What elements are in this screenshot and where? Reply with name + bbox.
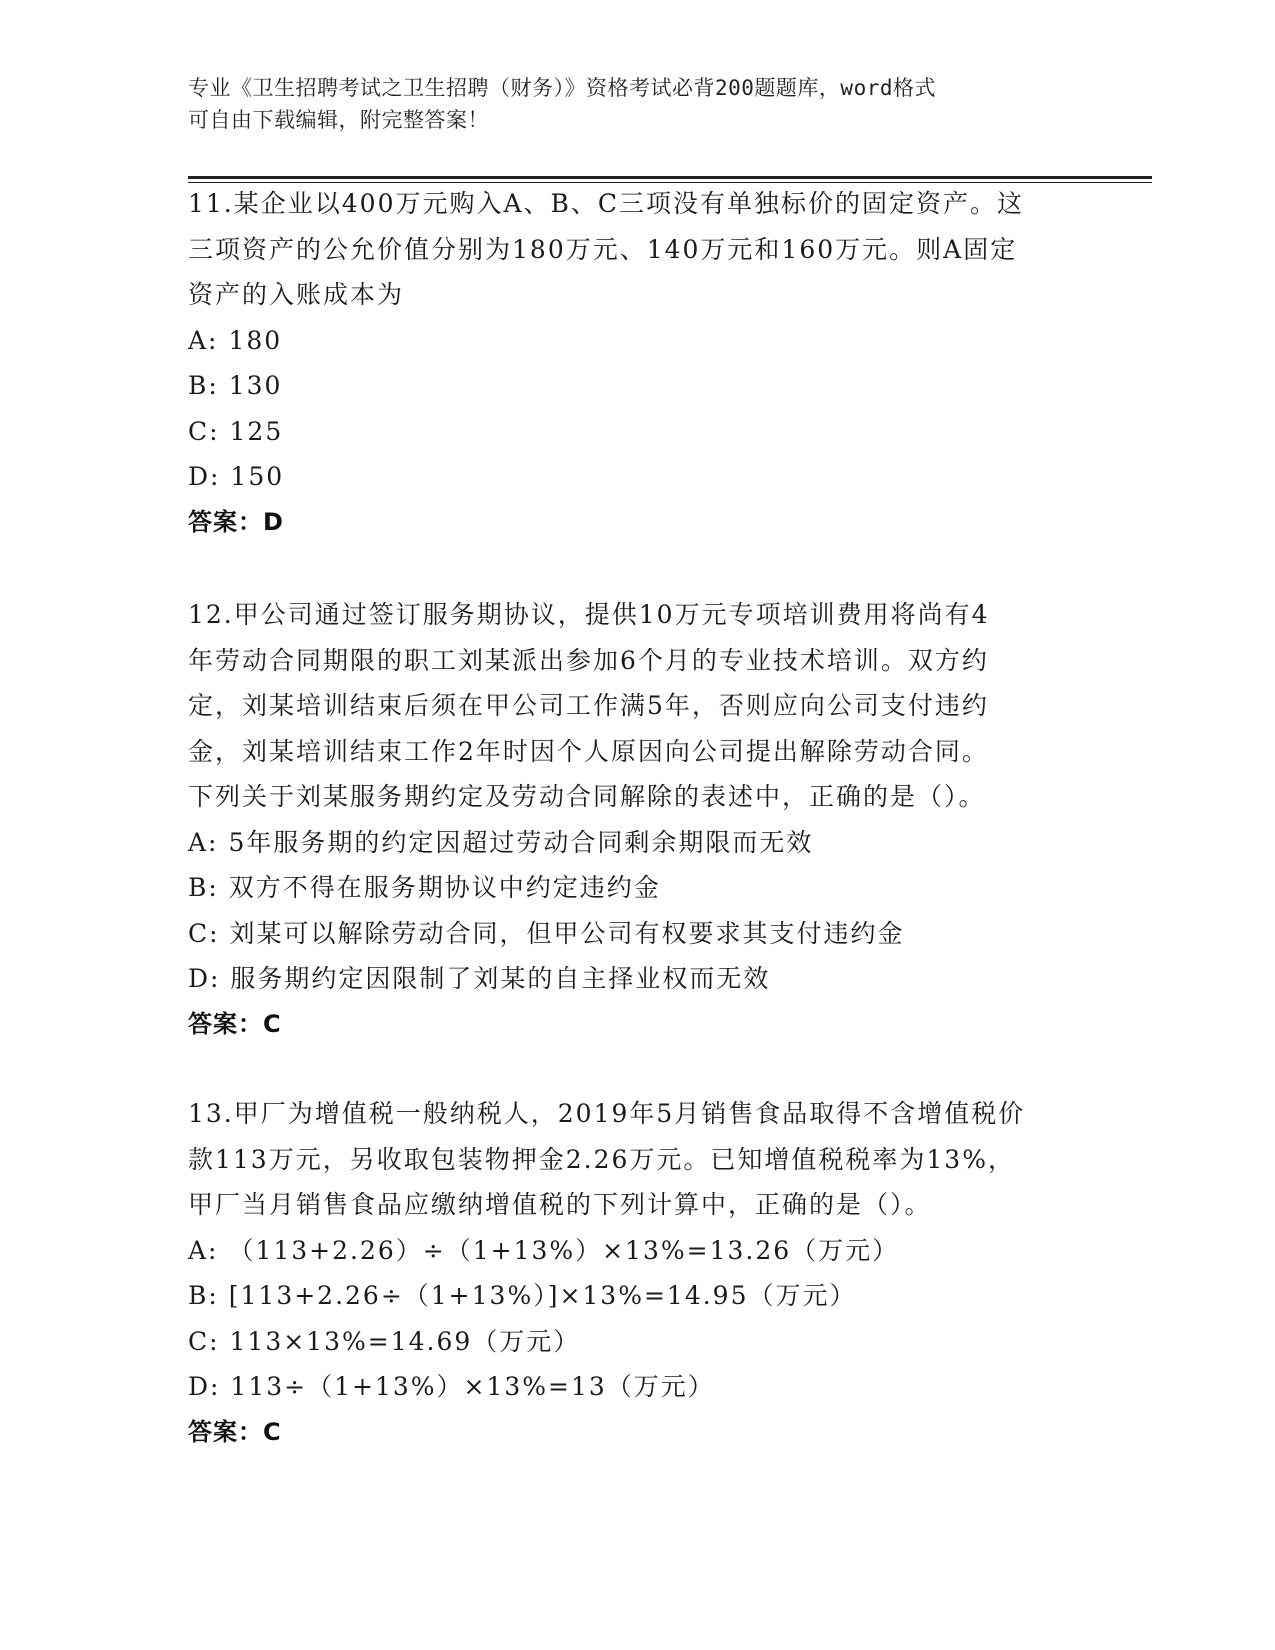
question-stem-line: 12.甲公司通过签订服务期协议，提供10万元专项培训费用将尚有4 (188, 600, 990, 629)
answer-label: 答案：C (188, 1009, 282, 1038)
option-key: D: (188, 1372, 221, 1401)
question-11 (188, 181, 1088, 545)
option-text: [113+2.26÷（1+13%）]×13%=14.95（万元） (228, 1281, 857, 1310)
option-text: 刘某可以解除劳动合同，但甲公司有权要求其支付违约金 (229, 918, 905, 948)
option-text: （113+2.26）÷（1+13%）×13%=13.26（万元） (228, 1235, 900, 1265)
option-text: 150 (230, 462, 285, 491)
option-d (188, 956, 1088, 1002)
question-stem-line: 甲厂当月销售食品应缴纳增值税的下列计算中，正确的是（）。 (188, 1190, 932, 1219)
option-text: 5年服务期的约定因超过劳动合同剩余期限而无效 (228, 827, 814, 857)
answer-label: 答案：D (188, 507, 284, 536)
option-key: B: (188, 1281, 219, 1310)
document-header (188, 72, 1088, 136)
question-stem-line: 13.甲厂为增值税一般纳税人，2019年5月销售食品取得不含增值税价 (188, 1099, 1026, 1128)
question-13 (188, 1091, 1088, 1455)
question-stem-line: 定，刘某培训结束后须在甲公司工作满5年，否则应向公司支付违约 (188, 691, 989, 720)
option-key: A: (188, 325, 219, 355)
option-a (188, 318, 1088, 364)
option-key: A: (188, 827, 219, 857)
question-stem-line: 款113万元，另收取包装物押金2.26万元。已知增值税税率为13%， (188, 1144, 1015, 1174)
question-stem-line: 下列关于刘某服务期约定及劳动合同解除的表述中，正确的是（）。 (188, 782, 986, 811)
option-key: C: (188, 416, 220, 446)
option-key: B: (188, 873, 219, 902)
option-key: A: (188, 1235, 219, 1265)
option-d (188, 454, 1088, 500)
question-stem-line: 三项资产的公允价值分别为180万元、140万元和160万元。则A固定 (188, 234, 1018, 264)
option-a (188, 1228, 1088, 1274)
answer-label: 答案：C (188, 1417, 282, 1446)
option-c (188, 1319, 1088, 1365)
option-b (188, 363, 1088, 409)
option-key: D: (188, 462, 221, 491)
option-text: 113÷（1+13%）×13%=13（万元） (230, 1372, 715, 1401)
question-stem-line: 11.某企业以400万元购入A、B、C三项没有单独标价的固定资产。这 (188, 189, 1025, 218)
header-line-1: 专业《卫生招聘考试之卫生招聘（财务）》资格考试必背200题题库，word格式 (188, 76, 936, 100)
option-text: 双方不得在服务期协议中约定违约金 (228, 873, 661, 902)
option-text: 130 (228, 371, 283, 400)
option-c (188, 409, 1088, 455)
option-b (188, 865, 1088, 911)
option-b (188, 1273, 1088, 1319)
option-key: C: (188, 1326, 220, 1356)
option-text: 服务期约定因限制了刘某的自主择业权而无效 (230, 964, 771, 993)
header-line-2: 可自由下载编辑，附完整答案！ (188, 108, 489, 132)
option-key: C: (188, 918, 220, 948)
divider-thick (188, 176, 1152, 179)
option-text: 180 (228, 325, 283, 355)
option-c (188, 911, 1088, 957)
option-key: D: (188, 964, 221, 993)
question-stem-line: 年劳动合同期限的职工刘某派出参加6个月的专业技术培训。双方约 (188, 645, 989, 675)
question-12 (188, 592, 1088, 1047)
option-a (188, 820, 1088, 866)
option-d (188, 1364, 1088, 1410)
question-stem-line: 资产的入账成本为 (188, 280, 405, 309)
option-text: 125 (229, 416, 284, 446)
question-stem-line: 金，刘某培训结束工作2年时因个人原因向公司提出解除劳动合同。 (188, 736, 989, 766)
option-text: 113×13%=14.69（万元） (229, 1326, 581, 1356)
option-key: B: (188, 371, 219, 400)
